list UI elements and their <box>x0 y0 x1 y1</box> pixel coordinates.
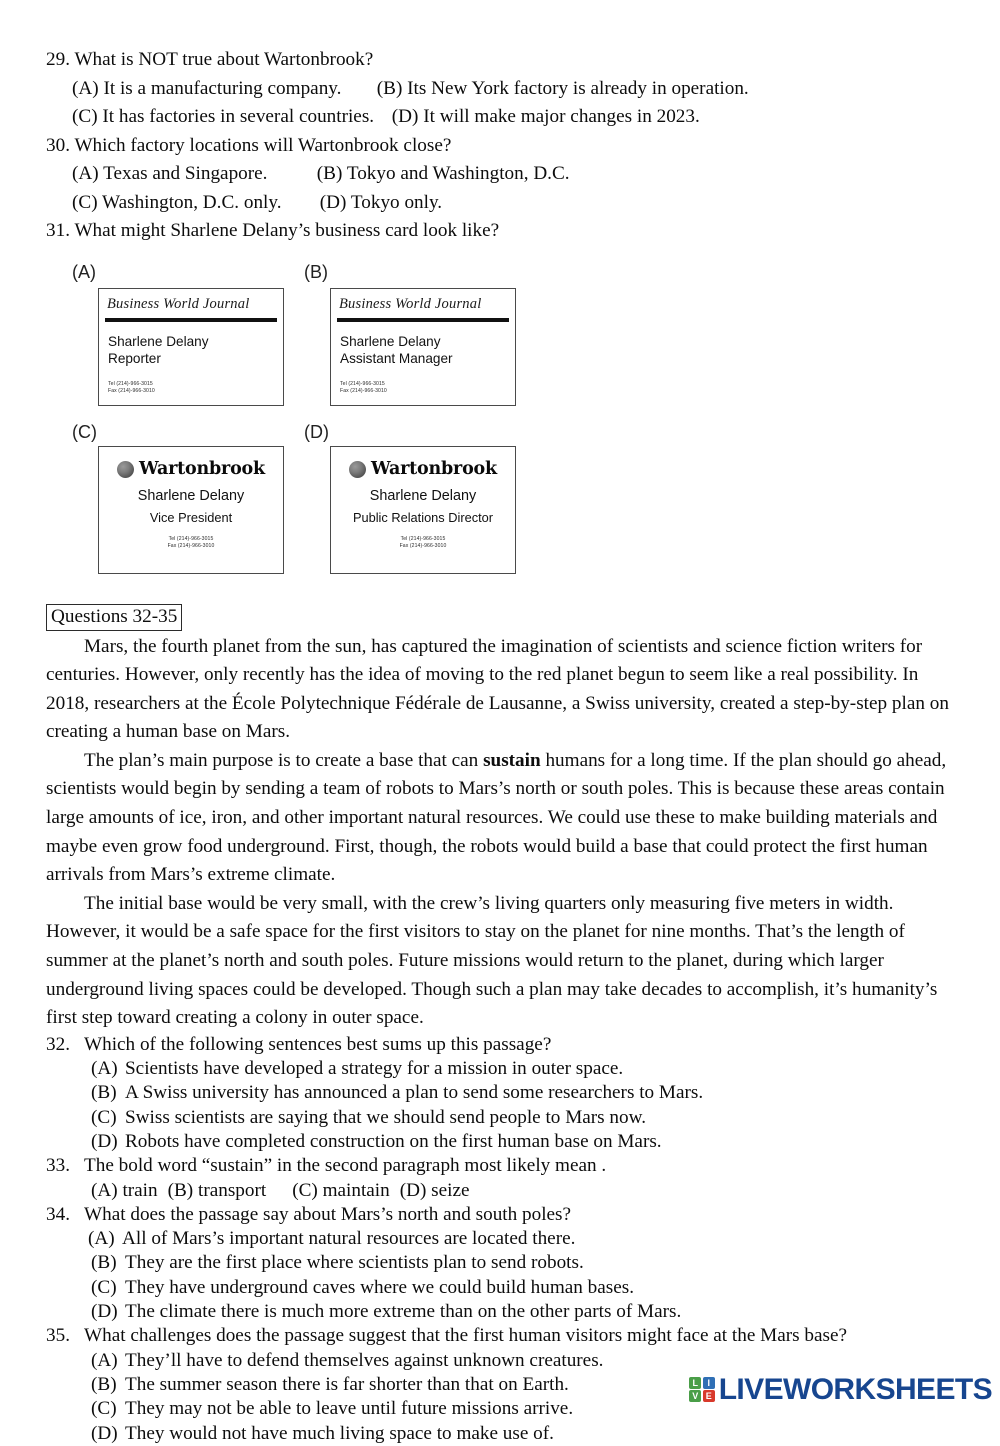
card-c-title: Vice President <box>149 509 233 525</box>
card-d-letter: (D) <box>304 421 329 442</box>
card-d-logo <box>331 447 515 479</box>
question-30-number: 30. <box>46 134 70 156</box>
option-30-a[interactable] <box>72 160 312 189</box>
card-a-letter: (A) <box>72 261 96 282</box>
question-35-number: 35. <box>46 1325 70 1347</box>
passage-paragraph-1 <box>46 633 954 747</box>
page-content <box>46 46 954 1446</box>
card-a-contact <box>99 368 283 395</box>
card-c-logo <box>99 447 283 479</box>
option-32-a-text: Scientists have developed a strategy for a mission in outer space. <box>125 1058 624 1080</box>
option-30-c-text: Washington, D.C. only. <box>102 191 282 213</box>
option-33-d-text: seize <box>431 1179 470 1201</box>
option-35-c-text: They may not be able to leave until future missions arrive. <box>125 1398 574 1420</box>
card-a-body <box>98 288 284 406</box>
card-d-fax: Fax (214)-966-3010 <box>399 542 447 549</box>
card-a-masthead: Business World Journal <box>107 295 250 312</box>
option-35-d-label: (D) <box>91 1422 118 1444</box>
card-d-tel: Tel (214)-966-3015 <box>400 535 446 542</box>
question-34-stem <box>46 1203 954 1227</box>
option-30-b-text: Tokyo and Washington, D.C. <box>346 163 570 184</box>
option-34-d-label: (D) <box>91 1301 118 1323</box>
option-35-d[interactable] <box>46 1422 954 1446</box>
option-34-c[interactable] <box>46 1276 954 1300</box>
option-33-d[interactable] <box>400 1179 470 1203</box>
question-30-options-row-1 <box>46 160 954 189</box>
option-30-d[interactable] <box>320 189 442 218</box>
card-b-name: Sharlene Delany <box>340 333 441 349</box>
card-b-body <box>330 288 516 406</box>
question-33-options-row <box>46 1179 954 1203</box>
question-35-stem <box>46 1324 954 1348</box>
option-29-b[interactable] <box>377 75 749 104</box>
option-32-d-text: Robots have completed construction on the first human base on Mars. <box>125 1131 662 1152</box>
question-33-number: 33. <box>46 1155 70 1177</box>
option-29-c-text: It has factories in several countries. <box>102 106 375 127</box>
option-29-d-text: It will make major changes in 2023. <box>423 106 700 127</box>
option-33-b-text: transport <box>197 1179 267 1201</box>
option-33-b-label: (B) <box>167 1179 194 1201</box>
passage-paragraph-2-text-a: The plan’s main purpose is to create a base that can <box>84 749 484 771</box>
card-d-logo-text: Wartonbrook <box>371 458 497 479</box>
option-32-a-label: (A) <box>91 1058 118 1080</box>
logo-tile-v: V <box>689 1390 701 1402</box>
option-35-b-text: The summer season there is far shorter than that on Earth. <box>125 1373 569 1395</box>
option-35-a-label: (A) <box>91 1349 118 1371</box>
option-29-a-label: (A) <box>72 77 99 99</box>
passage-heading: Questions 32-35 <box>46 604 182 631</box>
card-c-body <box>98 446 284 574</box>
question-29-options-row-2 <box>46 103 954 132</box>
option-29-b-label: (B) <box>376 77 403 99</box>
option-35-c-label: (C) <box>91 1398 117 1420</box>
card-c-tel: Tel (214)-966-3015 <box>168 535 214 542</box>
option-35-b-label: (B) <box>91 1373 117 1395</box>
option-33-a-text: train <box>122 1179 158 1201</box>
option-33-d-label: (D) <box>399 1179 427 1201</box>
question-34-text: What does the passage say about Mars’s north and south poles? <box>84 1203 572 1225</box>
card-d-body <box>330 446 516 574</box>
option-33-a-label: (A) <box>91 1179 118 1201</box>
question-30-text: Which factory locations will Wartonbrook close? <box>74 134 452 156</box>
question-29-options-row-1 <box>46 75 954 104</box>
wartonbrook-sphere-icon <box>349 461 366 478</box>
card-a-name: Sharlene Delany <box>108 333 209 349</box>
passage-paragraph-3 <box>46 890 954 1033</box>
option-29-d[interactable] <box>392 103 700 132</box>
option-34-b[interactable] <box>46 1251 954 1275</box>
option-29-a[interactable] <box>72 75 372 104</box>
question-32-stem <box>46 1033 954 1057</box>
question-32-number: 32. <box>46 1033 70 1055</box>
card-b-fax: Fax (214)-966-3010 <box>340 387 387 394</box>
passage-paragraph-2-text-b: humans for a long time. If the plan should go ahead, scientists would begin by sending a team of robots to Mars’s north or south poles. This is because these areas contain large amounts of ice, iron, and other important natural resources. We could use these to make building materials and maybe even grow food underground. First, though, the robots would build a base that could protect the first human arrivals from Mars’s extreme climate. <box>46 749 947 886</box>
liveworksheets-logo[interactable] <box>689 1374 992 1405</box>
option-29-c[interactable] <box>72 103 387 132</box>
option-29-a-text: It is a manufacturing company. <box>103 77 342 99</box>
card-d-name: Sharlene Delany <box>369 487 477 504</box>
option-32-a[interactable] <box>46 1057 954 1081</box>
card-c-letter: (C) <box>72 421 97 442</box>
card-d-title: Public Relations Director <box>352 509 494 525</box>
option-34-a[interactable] <box>46 1227 954 1251</box>
question-33-stem <box>46 1154 954 1178</box>
option-32-b[interactable] <box>46 1081 954 1105</box>
card-b-letter: (B) <box>304 261 328 282</box>
option-33-c-text: maintain <box>322 1179 390 1201</box>
option-34-a-text: All of Mars’s important natural resources are located there. <box>122 1228 576 1250</box>
question-31-stem <box>46 217 954 246</box>
card-b-tel: Tel (214)-966-3015 <box>340 380 385 387</box>
card-b-identity <box>331 322 515 368</box>
option-30-c[interactable] <box>72 189 315 218</box>
option-33-b[interactable] <box>168 1179 267 1203</box>
option-30-d-text: Tokyo only. <box>350 191 443 213</box>
option-30-b-label: (B) <box>316 163 343 184</box>
card-b-masthead: Business World Journal <box>339 295 482 312</box>
passage-paragraph-1-text: Mars, the fourth planet from the sun, has captured the imagination of scientists and science fiction writers for centuries. However, only recently has the idea of moving to the red planet begun to seem like a real possibility. In 2018, researchers at the École Polytechnique Fédérale de Lausanne, a Swiss university, created a step-by-step plan on creating a human base on Mars. <box>46 635 949 743</box>
question-29-stem <box>46 46 954 75</box>
option-35-d-text: They would not have much living space to make use of. <box>125 1422 554 1444</box>
passage-paragraph-3-text: The initial base would be very small, with the crew’s living quarters only measuring five meters in width. However, it would be a safe space for the first visitors to stay on the planet for nine months. That’s the length of summer at the planet’s north and south poles. Future missions would return to the planet, during which larger underground living spaces could be developed. Though such a plan may take decades to accomplish, it’s humanity’s first step toward creating a colony in outer space. <box>46 892 938 1029</box>
business-cards-figure <box>46 262 954 592</box>
card-c-contact <box>99 527 283 550</box>
card-a-fax: Fax (214)-966-3010 <box>108 387 155 394</box>
option-30-c-label: (C) <box>72 191 98 213</box>
option-32-c-text: Swiss scientists are saying that we should send people to Mars now. <box>125 1106 647 1128</box>
option-34-a-label: (A) <box>88 1228 115 1250</box>
option-34-b-label: (B) <box>91 1252 117 1274</box>
option-29-d-label: (D) <box>391 106 419 127</box>
card-b-contact <box>331 368 515 395</box>
question-32-text: Which of the following sentences best sums up this passage? <box>84 1033 552 1055</box>
option-34-d-text: The climate there is much more extreme than on the other parts of Mars. <box>125 1301 682 1323</box>
option-29-b-text: Its New York factory is already in operation. <box>407 77 749 99</box>
option-35-a[interactable] <box>46 1349 954 1373</box>
option-34-c-text: They have underground caves where we could build human bases. <box>125 1276 635 1298</box>
option-30-a-label: (A) <box>72 163 99 184</box>
option-32-d-label: (D) <box>91 1131 118 1152</box>
question-29-number: 29. <box>46 49 70 70</box>
card-a-identity <box>99 322 283 368</box>
option-33-c[interactable] <box>292 1179 390 1203</box>
logo-tile-i: I <box>703 1377 715 1389</box>
passage-bold-word: sustain <box>483 749 541 771</box>
card-a-title: Reporter <box>108 351 161 366</box>
option-30-d-label: (D) <box>319 191 347 213</box>
option-33-a[interactable] <box>91 1179 158 1203</box>
option-33-c-label: (C) <box>292 1179 318 1201</box>
question-31-text: What might Sharlene Delany’s business card look like? <box>74 220 500 241</box>
liveworksheets-wordmark: LIVEWORKSHEETS <box>718 1373 992 1406</box>
question-35-text: What challenges does the passage suggest that the first human visitors might face at the Mars base? <box>84 1325 848 1347</box>
option-30-b[interactable] <box>317 160 570 189</box>
option-34-c-label: (C) <box>91 1276 117 1298</box>
passage-paragraph-2 <box>46 747 954 890</box>
liveworksheets-tiles-icon <box>689 1377 715 1403</box>
option-32-d[interactable] <box>46 1130 954 1154</box>
option-32-c[interactable] <box>46 1106 954 1130</box>
card-d-contact <box>331 527 515 550</box>
option-32-b-text: A Swiss university has announced a plan to send some researchers to Mars. <box>125 1082 704 1104</box>
logo-tile-e: E <box>703 1390 715 1402</box>
card-c-logo-text: Wartonbrook <box>139 458 265 479</box>
option-34-d[interactable] <box>46 1300 954 1324</box>
card-a-tel: Tel (214)-966-3015 <box>108 380 153 387</box>
wartonbrook-sphere-icon <box>117 461 134 478</box>
question-34-number: 34. <box>46 1203 70 1225</box>
option-32-b-label: (B) <box>91 1082 117 1104</box>
question-30-options-row-2 <box>46 189 954 218</box>
option-29-c-label: (C) <box>72 106 98 127</box>
card-c-fax: Fax (214)-966-3010 <box>167 542 215 549</box>
question-33-text: The bold word “sustain” in the second paragraph most likely mean . <box>84 1155 607 1177</box>
card-c-name: Sharlene Delany <box>137 487 245 504</box>
question-31-number: 31. <box>46 220 70 241</box>
option-32-c-label: (C) <box>91 1106 117 1128</box>
option-34-b-text: They are the first place where scientists plan to send robots. <box>125 1252 584 1274</box>
card-b-title: Assistant Manager <box>340 351 453 366</box>
option-30-a-text: Texas and Singapore. <box>103 163 268 184</box>
option-35-a-text: They’ll have to defend themselves against unknown creatures. <box>125 1349 604 1371</box>
logo-tile-l: L <box>689 1377 701 1389</box>
question-30-stem <box>46 132 954 161</box>
question-29-text: What is NOT true about Wartonbrook? <box>74 49 374 70</box>
reading-passage <box>46 633 954 1033</box>
